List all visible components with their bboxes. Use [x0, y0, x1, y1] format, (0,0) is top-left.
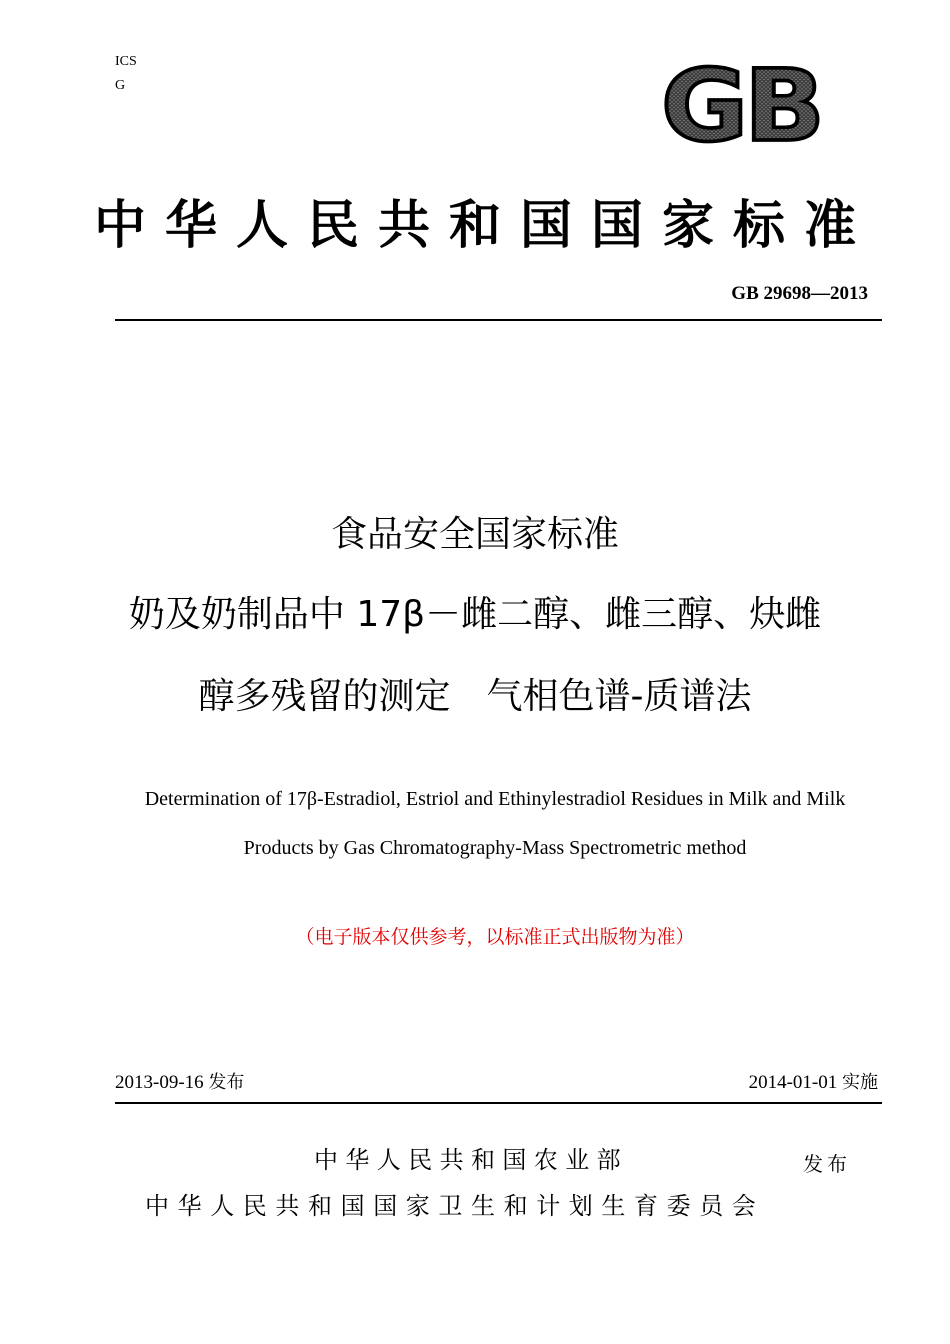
issuer-health-commission: 中华人民共和国国家卫生和计划生育委员会: [145, 1192, 765, 1220]
gb-logo-text: GB: [661, 60, 821, 152]
implement-date: 2014-01-01: [748, 1072, 838, 1093]
issue-date: 2013-09-16: [115, 1072, 204, 1093]
gb-logo: [651, 60, 831, 152]
bottom-divider: [115, 1102, 882, 1104]
standard-number: GB 29698—2013: [731, 283, 868, 304]
implement-label: 实施: [842, 1072, 878, 1093]
ics-label: ICS: [115, 54, 137, 69]
gb-logo-graphic: [651, 60, 831, 152]
issuer-ministry-of-agriculture: 中华人民共和国农业部: [314, 1146, 628, 1174]
implement-date-block: [749, 1068, 878, 1094]
title-en-line-1: Determination of 17β-Estradiol, Estriol and Ethinylestradiol Residues in Milk and Milk: [144, 788, 846, 810]
standard-type-title: 中华人民共和国国家标准: [93, 196, 875, 256]
classification-code: G: [115, 78, 126, 93]
top-divider: [115, 319, 882, 321]
title-en-line-2: Products by Gas Chromatography-Mass Spectrometric method: [243, 837, 747, 859]
reference-notice: （电子版本仅供参考，以标准正式出版物为准）: [295, 926, 695, 948]
title-cn-line-1: 食品安全国家标准: [330, 514, 619, 555]
title-cn-line-2: 奶及奶制品中 17β－雌二醇、雌三醇、炔雌: [128, 594, 822, 635]
issue-label: 发布: [208, 1072, 245, 1093]
issue-date-block: [115, 1068, 244, 1094]
ics-code-block: [115, 50, 137, 98]
issued-by-label: 发布: [803, 1152, 851, 1176]
title-cn-line-3: 醇多残留的测定 气相色谱-质谱法: [198, 676, 752, 717]
